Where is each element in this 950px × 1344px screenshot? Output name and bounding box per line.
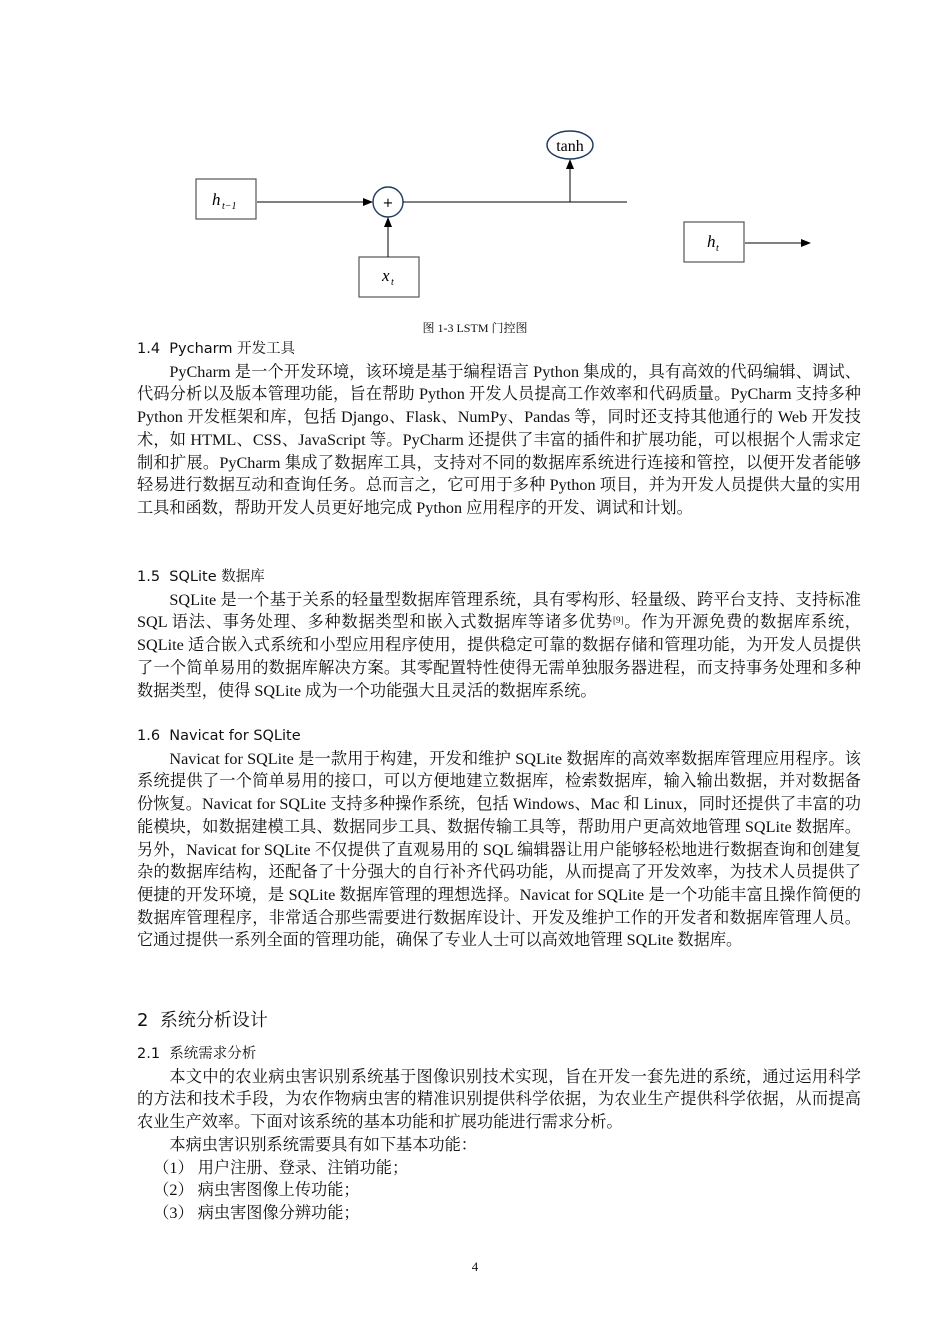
section-1-6 [137,725,861,952]
section-1-5 [137,566,861,702]
h-t-sub: t [716,243,719,254]
section-heading: 2.1 系统需求分析 [137,1046,257,1062]
x-t-base: x [382,266,390,285]
chapter-heading: 2 系统分析设计 [137,1010,268,1031]
h-t-node [684,222,744,262]
section-1-4 [137,338,861,520]
figure-caption: 图 1-3 LSTM 门控图 [422,321,528,335]
section-heading: 1.4 Pycharm 开发工具 [137,341,296,357]
tanh-node [547,131,593,159]
list-intro: 本病虫害识别系统需要具有如下基本功能： [169,1135,477,1154]
h-prev-base: h [212,190,221,209]
section-heading: 1.6 Navicat for SQLite [137,728,301,744]
list-item: （3） 病虫害图像分辨功能； [153,1203,360,1222]
paragraph: 本文中的农业病虫害识别系统基于图像识别技术实现，旨在开发一套先进的系统，通过运用科学的方法和技术手段，为农作物病虫害的精准识别提供科学依据，为农业生产提供科学依据，从而提高农业生产效率。下面对该系统的基本功能和扩展功能进行需求分析。 [137,1067,861,1132]
lstm-gate-diagram [0,0,950,330]
chapter-2 [137,1007,861,1035]
paragraph: Navicat for SQLite 是一款用于构建，开发和维护 SQLite 数据库的高效率数据库管理应用程序。该系统提供了一个简单易用的接口，可以方便地建立数据库，检索数据库，输入输出数据，并对数据备份恢复。Navicat for SQLite 支持多种操作系统，包括 Windows、Mac 和 Linux，同时还提供了丰富的功能模块，如数据建模工具、数据同步工具、数据传输工具等，帮助用户更高效地管理 SQLite 数据库。另外，Navicat for SQLite 不仅提供了直观易用的 SQL 编辑器让用户能够轻松地进行数据查询和创建复杂的数据库结构，还配备了十分强大的自行补齐代码功能，从而提高了开发效率，为技术人员提供了便捷的开发环境，是 SQLite 数据库管理的理想选择。Navicat for SQLite 是一个功能丰富且操作简便的数据库管理程序，非常适合那些需要进行数据库设计、开发及维护工作的开发者和数据库管理人员。它通过提供一系列全面的管理功能，确保了专业人士可以高效地管理 SQLite 数据库。 [137,749,861,950]
x-t-node [359,257,419,297]
section-heading: 1.5 SQLite 数据库 [137,569,265,585]
h-prev-sub: t−1 [222,201,237,212]
paragraph: PyCharm 是一个开发环境，该环境是基于编程语言 Python 集成的，具有高效的代码编辑、调试、代码分析以及版本管理功能，旨在帮助 Python 开发人员提高工作效率和代码质量。PyCharm 支持多种 Python 开发框架和库，包括 Django、Flask、NumPy、Pandas 等，同时还支持其他通行的 Web 开发技术，如 HTML、CSS、JavaScript 等。PyCharm 还提供了丰富的插件和扩展功能，可以根据个人需求定制和扩展。PyCharm 集成了数据库工具，支持对不同的数据库系统进行连接和管控，以便开发者能够轻易进行数据互动和查询任务。总而言之，它可用于多种 Python 项目，并为开发人员提供大量的实用工具和函数，帮助开发人员更好地完成 Python 应用程序的开发、调试和计划。 [137,362,861,517]
paragraph [137,589,861,703]
plus-node [373,187,403,217]
list-item: （1） 用户注册、登录、注销功能； [153,1158,409,1177]
tanh-label: tanh [556,138,584,155]
plus-sign: + [382,196,394,211]
section-2-1 [137,1043,861,1225]
paragraph-text-b: 。作为开源免费的数据库系统，SQLite 适合嵌入式系统和小型应用程序使用，提供稳定可靠的数据存储和管理功能，为开发人员提供了一个简单易用的数据库解决方案。其零配置特性使得无需单独服务器进程，而支持事务处理和多种数据类型，使得 SQLite 成为一个功能强大且灵活的数据库系统。 [137,613,861,700]
x-t-sub: t [391,277,394,288]
page-number: 4 [471,1259,479,1274]
h-t-base: h [707,232,716,251]
h-prev-node [196,179,256,219]
paragraph-text-a: SQLite 是一个基于关系的轻量型数据库管理系统，具有零构形、轻量级、跨平台支持、支持标准 SQL 语法、事务处理、多种数据类型和嵌入式数据库等诸多优势 [137,590,861,632]
citation-ref: [9] [612,615,624,626]
list-item: （2） 病虫害图像上传功能； [153,1181,360,1200]
